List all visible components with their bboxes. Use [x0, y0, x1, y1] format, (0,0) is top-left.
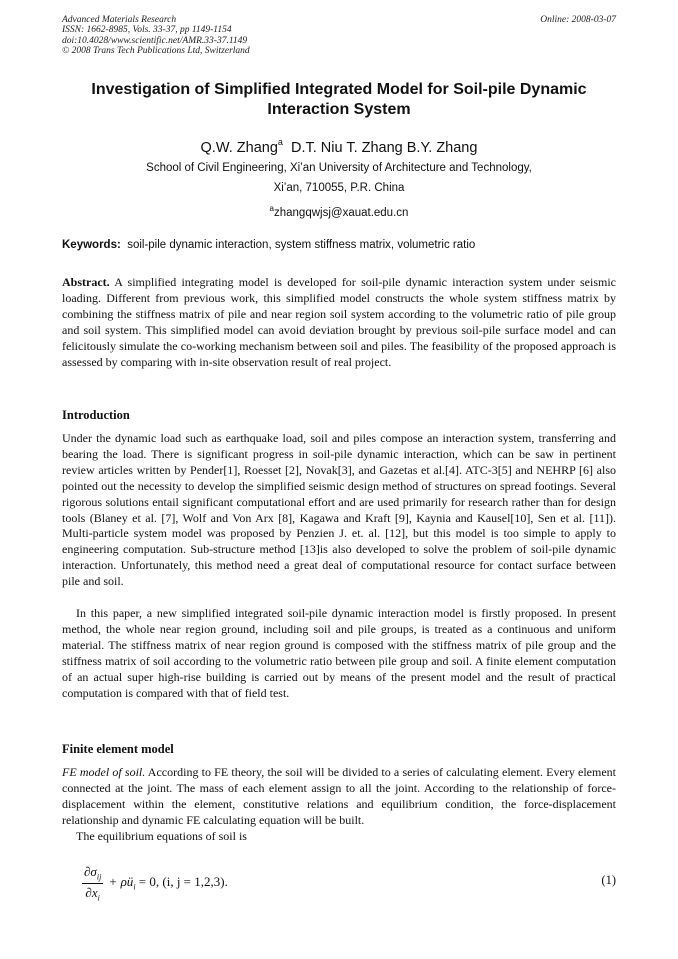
equation-mid-subscript: i — [133, 882, 136, 892]
equation-denominator — [82, 884, 103, 903]
equation-number: (1) — [601, 873, 616, 887]
email-address[interactable]: zhangqwjsj@xauat.edu.cn — [274, 207, 409, 219]
affiliation-line-1: School of Civil Engineering, Xi’an University of Architecture and Technology, — [146, 162, 532, 174]
abstract-label: Abstract. — [62, 275, 110, 289]
introduction-paragraph-2: In this paper, a new simplified integrated soil-pile dynamic interaction model is firstly proposed. In present method, the whole near region ground, including soil and pile groups, is treated as a continuous and uniform material. The stiffness matrix of near region ground is composed with the stiffness matrix of pile group and the stiffness matrix of soil according to the volumetric ratio between pile group and soil. A finite element computation of an actual super high-rise building is carried out by means of the present model and the result of practical computation is compared with that of field test. — [62, 606, 616, 700]
equation-rest — [109, 874, 228, 892]
journal-header — [62, 15, 616, 57]
numerator-symbol: ∂σ — [84, 864, 97, 879]
fem-paragraph-2: The equilibrium equations of soil is — [76, 829, 247, 843]
fem-heading: Finite element model — [62, 742, 174, 756]
online-date: Online: 2008-03-07 — [540, 15, 616, 25]
affiliation-email — [62, 202, 616, 220]
abstract — [62, 275, 616, 370]
fem-text: According to FE theory, the soil will be divided to a series of calculating element. Every element connected at the joint. The mass of each element assign to all the joint. According to the relationship of force-displacement within the element, constitutive relations and equilibrium condition, the force-displacement relationship and dynamic FE calculating equation will be built. — [62, 765, 616, 827]
keywords — [62, 238, 616, 252]
equation-fraction — [82, 864, 103, 902]
author-list — [62, 133, 616, 157]
fem-lead: FE model of soil. — [62, 765, 146, 779]
first-author: Q.W. Zhang — [200, 140, 278, 156]
introduction-paragraph-1: Under the dynamic load such as earthquake load, soil and piles compose an interaction system, transferring and bearing the load. There is significant progress in soil-pile dynamic interaction, which can be saw in pertinent review articles written by Pender[1], Roesset [2], Novak[3], and Gazetas et al.[4]. ATC-3[5] and NEHRP [6] also pointed out the necessity to develop the simplified seismic design method of structures on spread footings. Several rigorous solutions entail significant computational effort and are used primarily for research rather than for design tools (Blaney et al. [7], Wolf and Von Arx [8], Kagawa and Kraft [9], Kaynia and Kausel[10], Sen et al. [11]). Multi-particle system model was proposed by Penzien J. et. al. [12], but this model is too simple to apply to engineering computation. Sub-structure method [13]is also developed to solve the problem of soil-pile dynamic interaction. Unfortunately, this method need a great deal of computational resource for contact surface between pile and soil. — [62, 431, 616, 589]
copyright-line: © 2008 Trans Tech Publications Ltd, Switzerland — [62, 46, 250, 57]
equation-mid: + ρü — [108, 874, 134, 890]
issn-line: ISSN: 1662-8985, Vols. 33-37, pp 1149-1154 — [62, 25, 232, 36]
doi-line: doi:10.4028/www.scientific.net/AMR.33-37.1149 — [62, 35, 248, 46]
keywords-text: soil-pile dynamic interaction, system stiffness matrix, volumetric ratio — [127, 239, 476, 251]
abstract-text: A simplified integrating model is developed for soil-pile dynamic interaction system under seismic loading. Different from previous work, this simplified model constructs the whole system stiffness matrix by combining the stiffness matrix of pile and near region soil system according to the volumetric ratio of pile group and soil system. This simplified model can avoid deviation brought by previous soil-pile surface model and can felicitously simulate the co-working mechanism between soil and piles. The feasibility of the proposed approach is assessed by comparing with in-site observation result of real project. — [62, 275, 617, 369]
email-superscript: a — [269, 204, 274, 213]
author-superscript: a — [277, 137, 283, 147]
introduction-heading: Introduction — [62, 408, 130, 422]
keywords-label: Keywords: — [62, 239, 121, 251]
denominator-symbol: ∂x — [85, 884, 98, 900]
equation-rhs: = 0, (i, j = 1,2,3). — [135, 874, 228, 890]
paper-title: Investigation of Simplified Integrated Model for Soil-pile Dynamic Interaction System — [91, 81, 587, 118]
equation-1 — [82, 864, 228, 902]
journal-name: Advanced Materials Research — [62, 15, 177, 25]
fem-paragraph-1 — [62, 765, 616, 829]
other-authors: D.T. Niu T. Zhang B.Y. Zhang — [290, 140, 478, 156]
numerator-subscript: ij — [96, 872, 102, 882]
equation-numerator — [82, 864, 103, 884]
affiliation-line-2: Xi’an, 710055, P.R. China — [273, 182, 405, 194]
denominator-subscript: i — [97, 893, 100, 903]
